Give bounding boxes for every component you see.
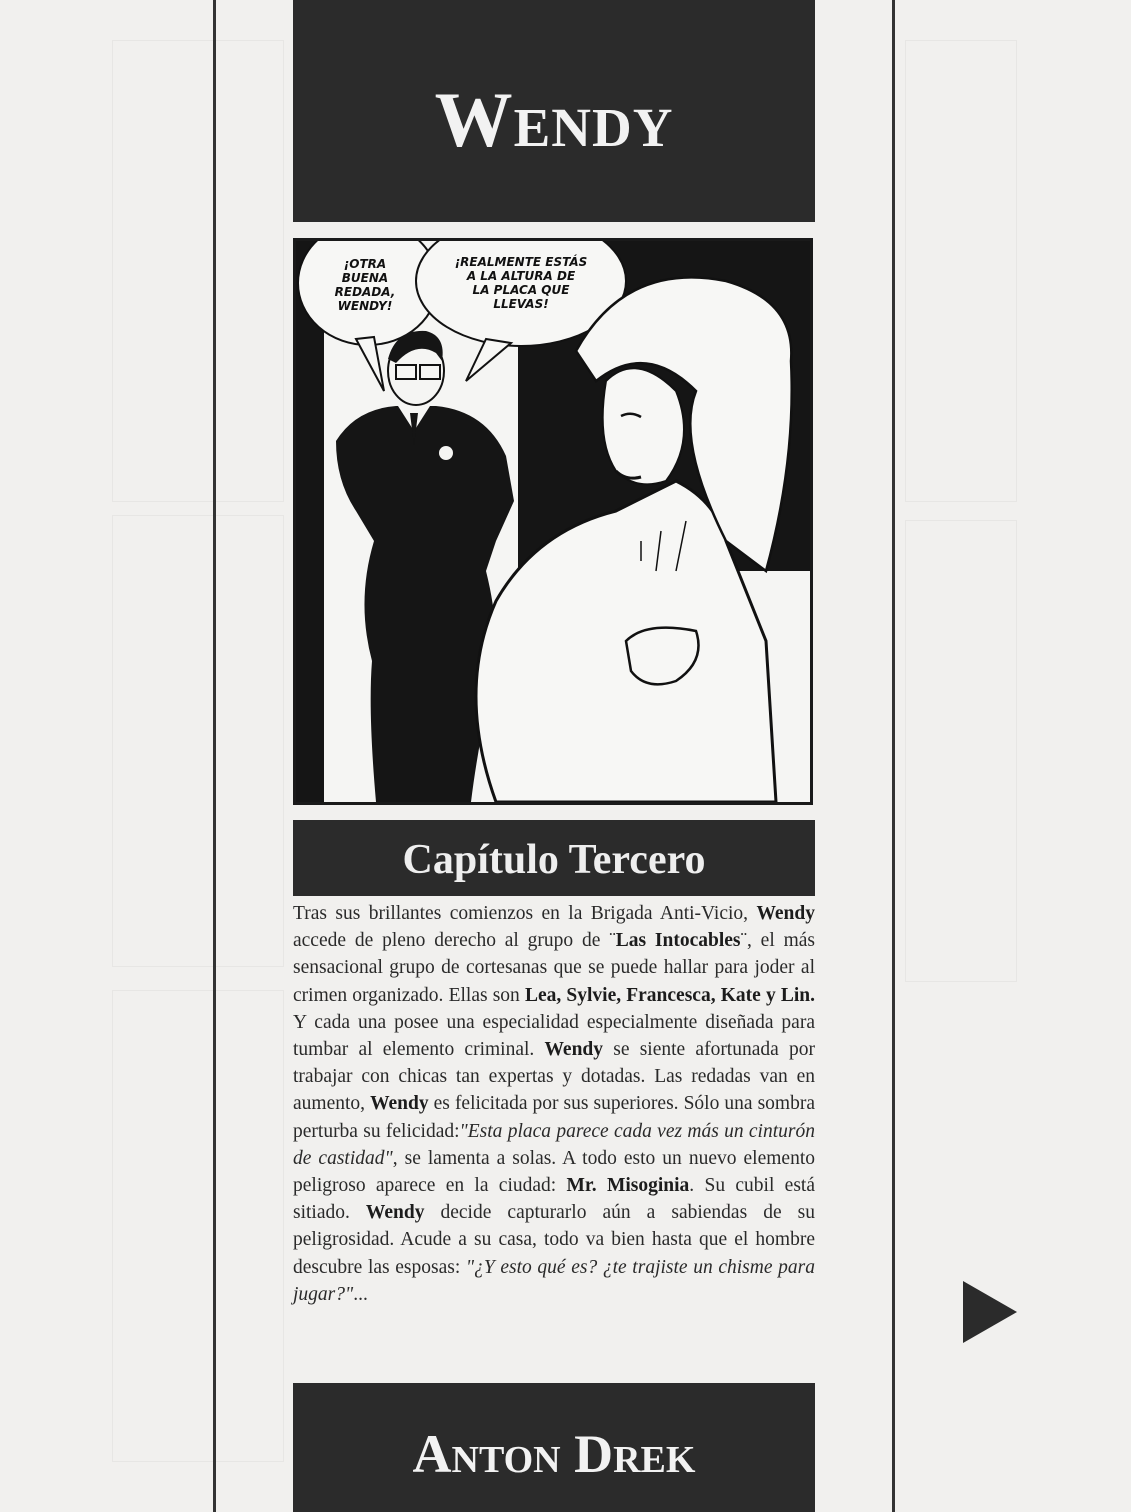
title-banner <box>293 0 815 222</box>
text-segment: ... <box>353 1283 368 1305</box>
left-margin-rule <box>213 0 216 1512</box>
bubble-line: ¡REALMENTE ESTÁS <box>454 255 588 269</box>
right-margin-rule <box>892 0 895 1512</box>
bubble-line: A LA ALTURA DE <box>466 269 576 283</box>
text-segment: . Su cubil está sitiado. <box>293 1175 815 1224</box>
ghost-panel <box>112 515 284 967</box>
bubble-line: ¡OTRA <box>343 257 387 271</box>
text-segment: decide capturarlo aún a sabiendas de su peligrosidad. Acude a su casa, todo va bien hasta que el hombre descubre las esposas: <box>293 1202 815 1278</box>
text-segment: Y cada una posee una especialidad especialmente diseñada para tumbar al elemento criminal. <box>293 1011 815 1061</box>
text-segment-bold: Wendy <box>756 903 815 924</box>
bubble-line: REDADA, <box>334 285 396 299</box>
text-segment: es felicitada por sus superiores. Sólo una sombra perturba su felicidad: <box>293 1093 815 1142</box>
bubble-line: LLEVAS! <box>493 297 549 311</box>
text-segment: , se lamenta a solas. A todo esto un nuevo elemento peligroso aparece en la ciudad: <box>293 1147 815 1197</box>
ghost-panel <box>112 990 284 1462</box>
chapter-title: Capítulo Tercero <box>402 837 706 883</box>
ghost-panel <box>905 520 1017 982</box>
author-name: Anton Drek <box>412 1423 696 1484</box>
text-segment-bold: Wendy <box>370 1093 429 1115</box>
comic-panel <box>293 238 813 805</box>
synopsis-paragraph <box>293 900 815 1308</box>
text-segment-bold: Wendy <box>365 1202 425 1224</box>
text-segment-bold: Wendy <box>544 1039 604 1061</box>
text-segment: Tras sus brillantes comienzos en la Brigada Anti-Vicio, <box>293 903 757 924</box>
chapter-banner <box>293 820 815 896</box>
ghost-panel <box>905 40 1017 502</box>
text-segment-bold: Mr. Misoginia <box>566 1175 690 1197</box>
speech-bubble-left <box>310 257 420 313</box>
ghost-panel <box>112 40 284 502</box>
text-segment-italic: "Esta placa parece cada vez más un cinturón de castidad" <box>293 1120 815 1169</box>
page-title: Wendy <box>434 76 674 163</box>
text-segment-bold: Las Intocables <box>615 930 741 952</box>
speech-bubble-right <box>436 255 606 311</box>
text-segment: se siente afortunada por trabajar con chicas tan expertas y dotadas. Las redadas van en aumento, <box>293 1039 815 1115</box>
bubble-line: BUENA <box>341 271 389 285</box>
bubble-line: LA PLACA QUE <box>472 283 570 297</box>
text-segment: ¨, el más sensacional grupo de cortesanas que se puede hallar para joder al crimen organizado. Ellas son <box>293 930 815 1006</box>
author-banner <box>293 1383 815 1512</box>
bubble-line: WENDY! <box>337 299 393 313</box>
next-page-arrow-icon[interactable] <box>963 1281 1017 1343</box>
comic-illustration <box>296 241 810 802</box>
text-segment: accede de pleno derecho al grupo de ¨ <box>293 930 616 952</box>
text-segment-italic: "¿Y esto qué es? ¿te trajiste un chisme para jugar?" <box>293 1256 815 1305</box>
text-segment-bold: Lea, Sylvie, Francesca, Kate y Lin. <box>524 984 815 1006</box>
